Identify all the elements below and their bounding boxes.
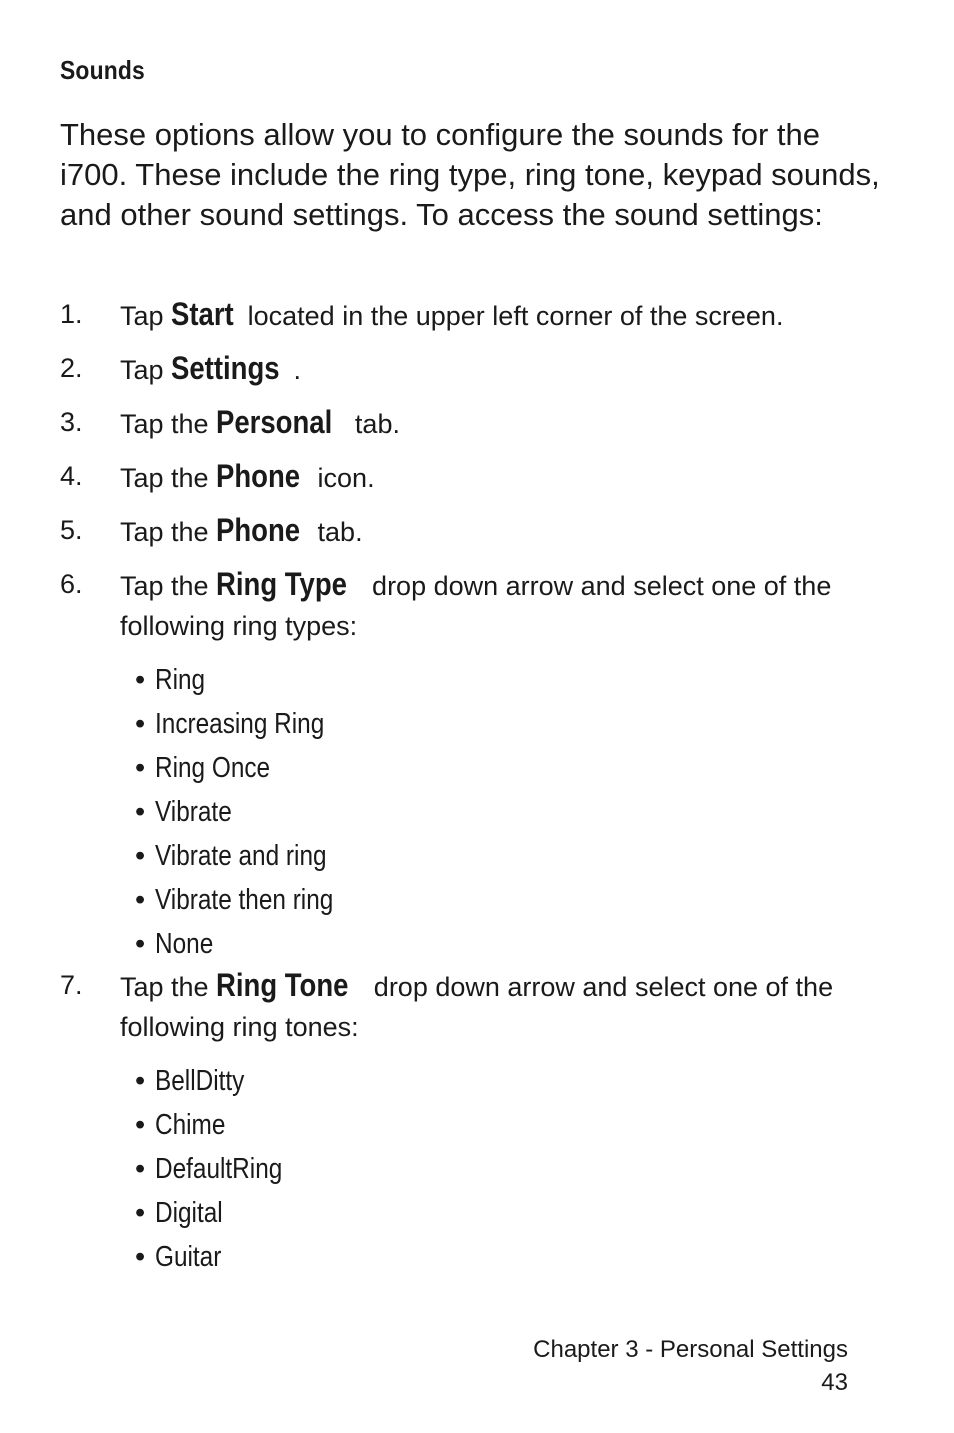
step-keyword: Phone	[216, 458, 301, 494]
ring-tone-list	[135, 1059, 307, 1279]
step-2	[60, 348, 890, 390]
step-text-post: icon.	[310, 463, 375, 493]
section-heading: Sounds	[60, 55, 145, 85]
step-number: 5.	[60, 515, 83, 545]
step-6	[60, 564, 890, 646]
step-text-pre: Tap the	[120, 571, 217, 601]
bullet-icon: •	[135, 752, 146, 784]
bullet-icon: •	[135, 884, 146, 916]
list-item: • Digital	[135, 1191, 307, 1235]
step-text-post: tab.	[347, 409, 400, 439]
bullet-icon: •	[135, 708, 146, 740]
step-text-pre: Tap the	[120, 972, 217, 1002]
page-number: 43	[821, 1369, 848, 1396]
bullet-icon: •	[135, 1109, 146, 1141]
step-number: 7.	[60, 970, 83, 1000]
bullet-icon: •	[135, 796, 146, 828]
step-text-pre: Tap the	[120, 463, 217, 493]
step-keyword: Start	[171, 296, 234, 332]
list-item: • Vibrate then ring	[135, 878, 367, 922]
step-text-post: tab.	[310, 517, 363, 547]
step-text-pre: Tap	[120, 355, 172, 385]
list-item: • Ring Once	[135, 746, 367, 790]
step-keyword: Ring Tone	[216, 967, 349, 1003]
list-item: • Chime	[135, 1103, 307, 1147]
step-number: 6.	[60, 569, 83, 599]
bullet-icon: •	[135, 1153, 146, 1185]
page-footer	[533, 1333, 848, 1399]
list-item: • Vibrate and ring	[135, 834, 367, 878]
list-item: • BellDitty	[135, 1059, 307, 1103]
step-text-post: drop down arrow and select one of the following ring types:	[120, 571, 832, 641]
step-keyword: Phone	[216, 512, 301, 548]
step-number: 1.	[60, 299, 83, 329]
bullet-icon: •	[135, 1065, 146, 1097]
bullet-icon: •	[135, 1241, 146, 1273]
step-keyword: Settings	[171, 350, 280, 386]
step-number: 4.	[60, 461, 83, 491]
ring-type-list	[135, 658, 367, 966]
list-item: • Increasing Ring	[135, 702, 367, 746]
step-4	[60, 456, 890, 498]
step-text-post: drop down arrow and select one of the following ring tones:	[120, 972, 834, 1042]
list-item: • Vibrate	[135, 790, 367, 834]
intro-paragraph: These options allow you to configure the sounds for the i700. These include the ring type, ring tone, keypad sounds, and other sound settings. To access the sound settings:	[60, 117, 880, 232]
step-text-pre: Tap the	[120, 409, 217, 439]
bullet-icon: •	[135, 1197, 146, 1229]
bullet-icon: •	[135, 928, 146, 960]
step-number: 3.	[60, 407, 83, 437]
step-3	[60, 402, 890, 444]
step-1	[60, 294, 890, 336]
list-item: • Ring	[135, 658, 367, 702]
step-text-post: .	[293, 355, 301, 385]
step-text-pre: Tap	[120, 301, 172, 331]
step-7	[60, 965, 890, 1047]
step-keyword: Ring Type	[216, 566, 348, 602]
chapter-title: Chapter 3 - Personal Settings	[533, 1336, 848, 1363]
step-text-pre: Tap the	[120, 517, 217, 547]
list-item: • None	[135, 922, 367, 966]
step-keyword: Personal	[216, 404, 333, 440]
bullet-icon: •	[135, 664, 146, 696]
list-item: • Guitar	[135, 1235, 307, 1279]
bullet-icon: •	[135, 840, 146, 872]
step-text-post: located in the upper left corner of the screen.	[240, 301, 784, 331]
step-number: 2.	[60, 353, 83, 383]
list-item: • DefaultRing	[135, 1147, 307, 1191]
step-5	[60, 510, 890, 552]
